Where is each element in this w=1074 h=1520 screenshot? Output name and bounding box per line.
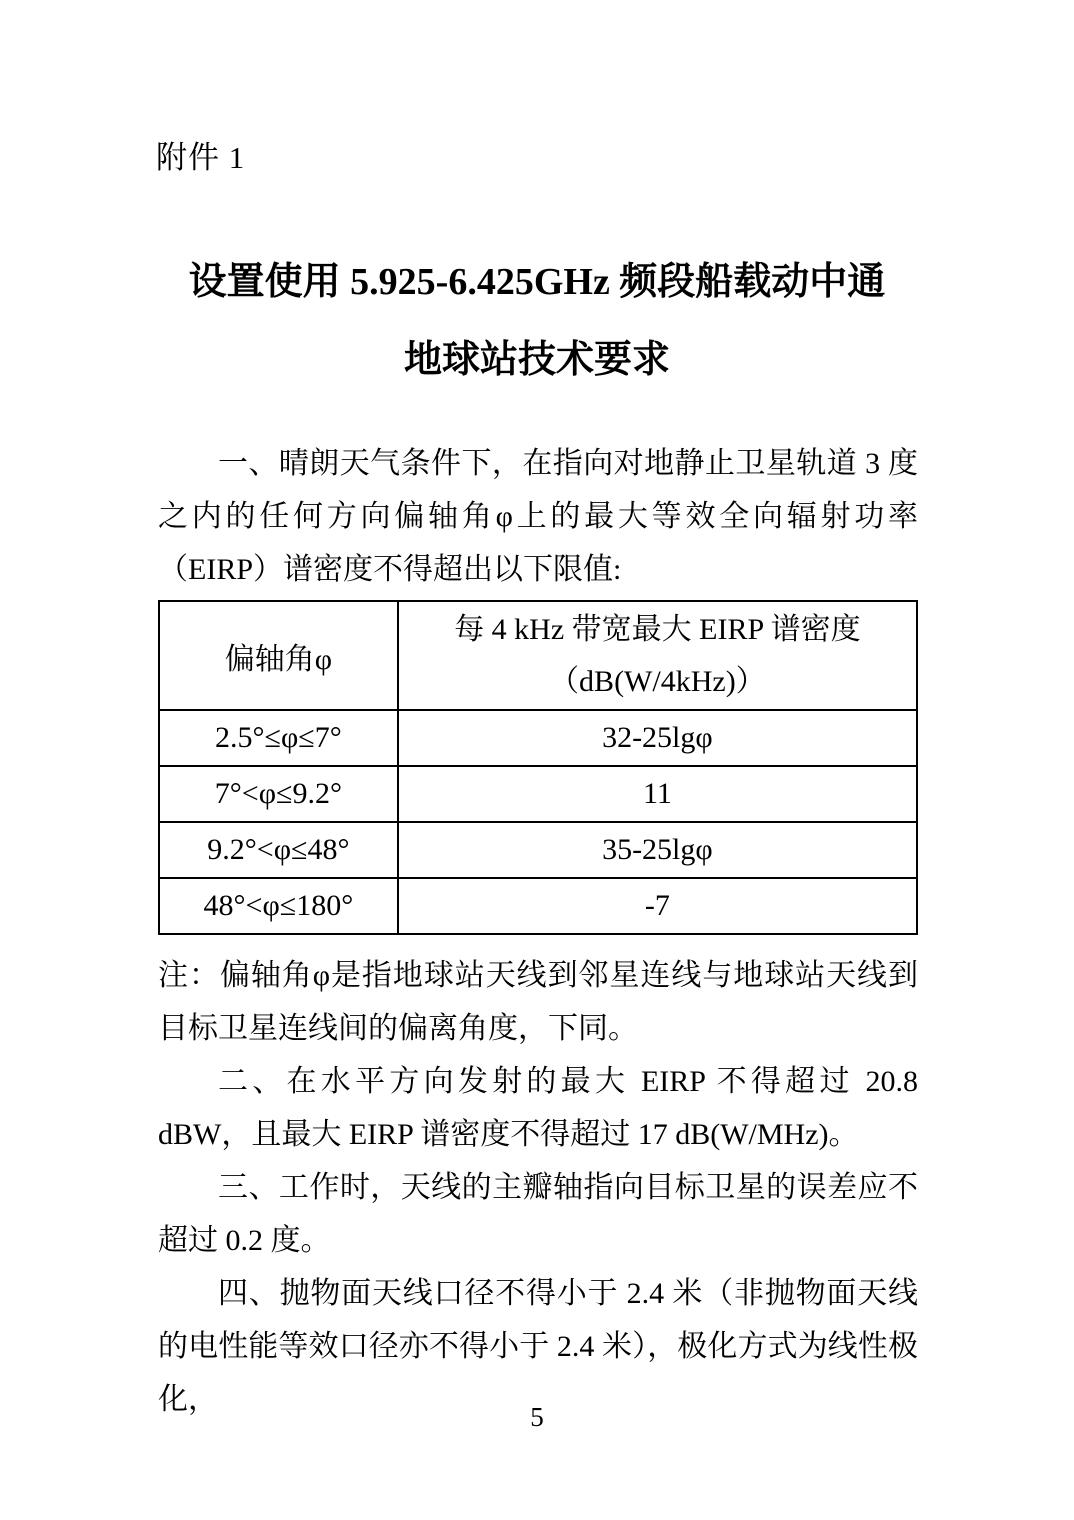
paragraph-1: 一、晴朗天气条件下，在指向对地静止卫星轨道 3 度之内的任何方向偏轴角φ上的最大等效全向辐射功率（EIRP）谱密度不得超出以下限值: <box>158 447 918 586</box>
paragraph-2: 二、在水平方向发射的最大 EIRP 不得超过 20.8 dBW，且最大 EIRP 谱密度不得超过 17 dB(W/MHz)。 <box>158 1065 918 1151</box>
attachment-label: 附件 1 <box>156 140 246 175</box>
document-title-line1: 设置使用 5.925-6.425GHz 频段船载动中通 <box>188 261 886 303</box>
document-title <box>0 243 1074 399</box>
table-cell-angle: 7°<φ≤9.2° <box>159 766 398 822</box>
table-header-limit <box>398 601 917 710</box>
table-cell-limit: -7 <box>398 878 917 934</box>
table-row <box>159 878 917 934</box>
table-cell-angle: 2.5°≤φ≤7° <box>159 710 398 766</box>
eirp-limit-table <box>158 600 918 935</box>
table-note: 注：偏轴角φ是指地球站天线到邻星连线与地球站天线到目标卫星连线间的偏离角度，下同。 <box>158 959 918 1045</box>
table-row <box>159 822 917 878</box>
table-cell-angle: 48°<φ≤180° <box>159 878 398 934</box>
document-title-line2: 地球站技术要求 <box>403 339 670 381</box>
table-cell-angle: 9.2°<φ≤48° <box>159 822 398 878</box>
page-number: 5 <box>530 1402 544 1432</box>
table-row <box>159 766 917 822</box>
table-header-limit-line1: 每 4 kHz 带宽最大 EIRP 谱密度 <box>454 612 861 646</box>
table-row <box>159 710 917 766</box>
table-header-angle: 偏轴角φ <box>159 601 398 710</box>
paragraph-4: 四、抛物面天线口径不得小于 2.4 米（非抛物面天线的电性能等效口径亦不得小于 2.4 米），极化方式为线性极化， <box>158 1277 918 1416</box>
table-cell-limit: 35-25lgφ <box>398 822 917 878</box>
document-body <box>158 437 918 1426</box>
table-header-limit-line2: （dB(W/4kHz)） <box>549 664 766 698</box>
paragraph-3: 三、工作时，天线的主瓣轴指向目标卫星的误差应不超过 0.2 度。 <box>158 1171 918 1257</box>
table-header-row <box>159 601 917 710</box>
table-cell-limit: 11 <box>398 766 917 822</box>
table-cell-limit: 32-25lgφ <box>398 710 917 766</box>
